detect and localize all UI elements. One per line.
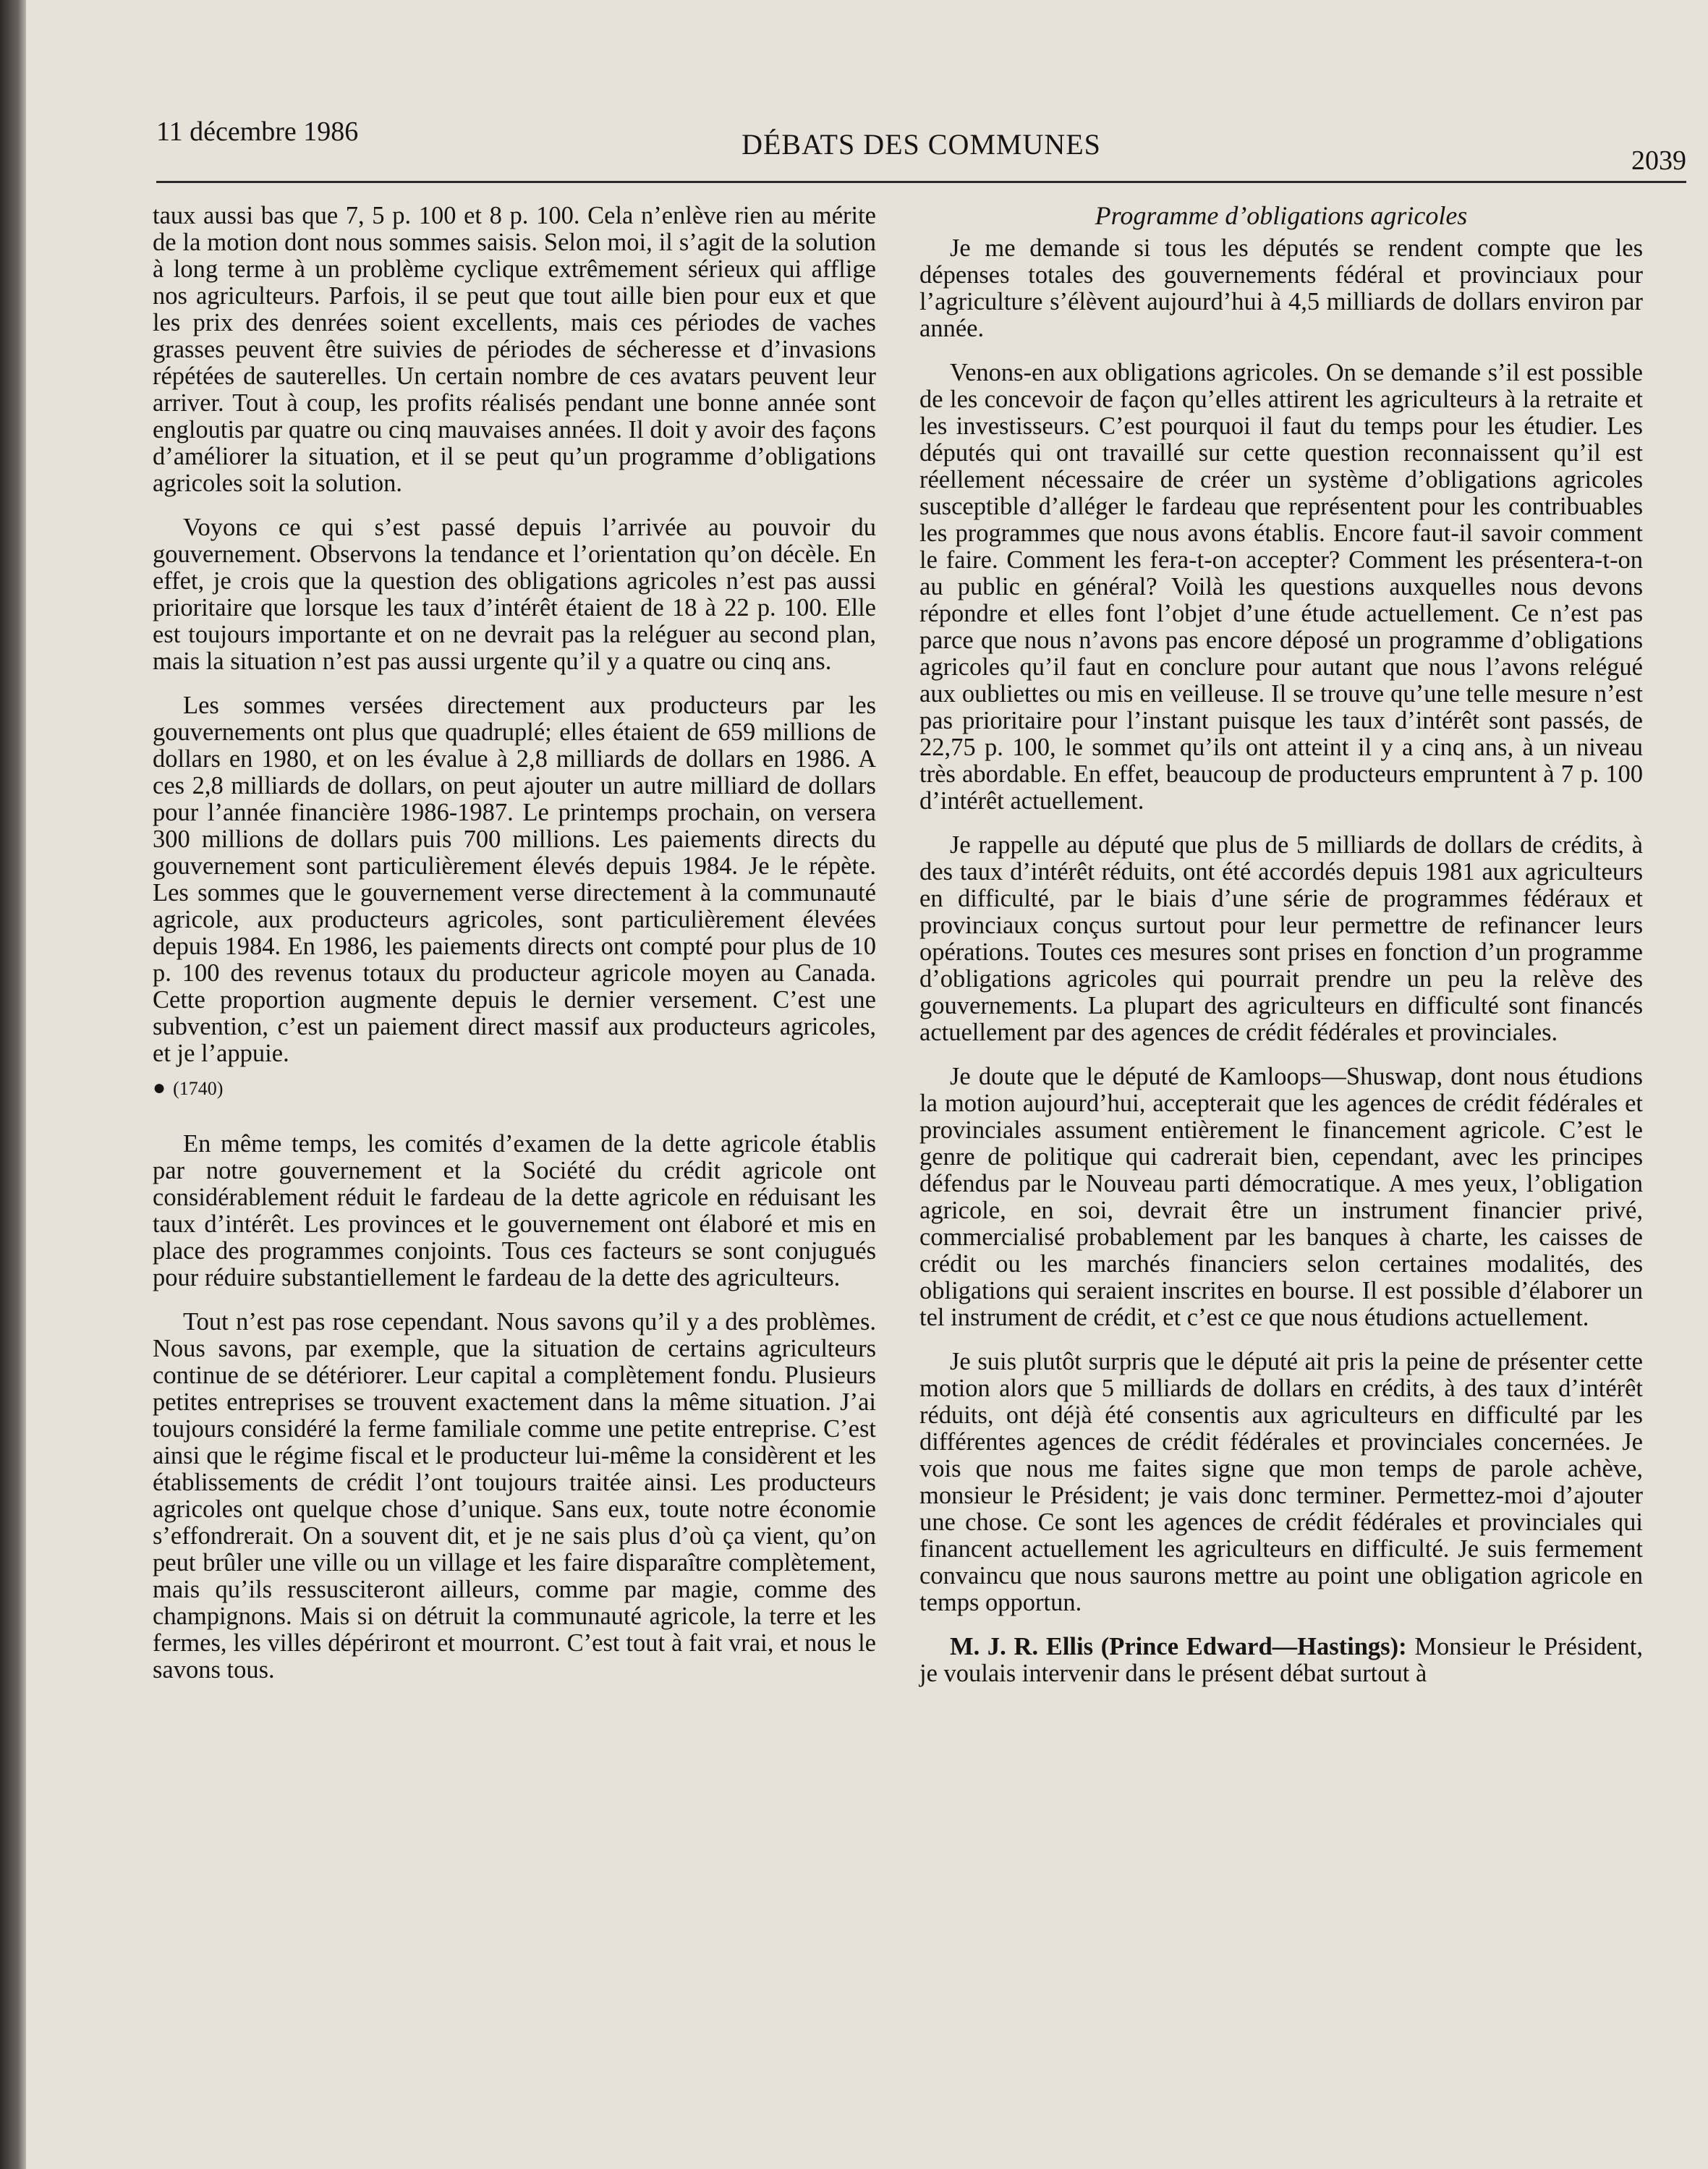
section-title: Programme d’obligations agricoles	[1095, 201, 1468, 230]
body-paragraph: Je doute que le député de Kamloops—Shuswap, dont nous étudions la motion aujourd’hui, accepterait que les agences de crédit fédérales et provinciales assument entièrement le financement agricole. C’est le genre de politique qui cadrerait bien, cependant, avec les principes défendus par le Nouveau parti démocratique. A mes yeux, l’obligation agricole, en soi, devrait être un instrument financier privé, commercialisé probablement par les banques à charte, les caisses de crédit ou les marchés financiers selon certaines modalités, des obligations qui seraient inscrites en bourse. Il est possible d’élaborer un tel instrument de crédit, et c’est ce que nous étudions actuellement.	[919, 1063, 1643, 1331]
time-marker	[153, 1074, 876, 1102]
left-column	[153, 203, 876, 1701]
body-paragraph: Venons-en aux obligations agricoles. On se demande s’il est possible de les concevoir de façon qu’elles attirent les agriculteurs à la retraite et les investisseurs. C’est pourquoi il faut du temps pour les étudier. Les députés qui ont travaillé sur cette question reconnaissent qu’il est réellement nécessaire de créer un système d’obligations agricoles susceptible d’alléger le fardeau que représentent pour les contribuables les programmes que nous avons établis. Encore faut-il savoir comment le faire. Comment les fera-t-on accepter? Comment les présentera-t-on au public en général? Voilà les questions auxquelles nous devons répondre et elles font l’objet d’une étude actuellement. Ce n’est pas parce que nous n’avons pas encore déposé un programme d’obligations agricoles qu’il faut en conclure pour autant que nous l’avons relégué aux oubliettes ou mis en veilleuse. Il se trouve qu’une telle mesure n’est pas prioritaire pour l’instant puisque les taux d’intérêt sont passés, de 22,75 p. 100, le sommet qu’ils ont atteint il y a cinq ans, à un niveau très abordable. En effet, beaucoup de producteurs empruntent à 7 p. 100 d’intérêt actuellement.	[919, 359, 1643, 815]
speaker-name: M. J. R. Ellis (Prince Edward—Hastings):	[950, 1633, 1407, 1660]
body-paragraph: Les sommes versées directement aux producteurs par les gouvernements ont plus que quadruplé; elles étaient de 659 millions de dollars en 1980, et on les évalue à 2,8 milliards de dollars en 1986. A ces 2,8 milliards de dollars, on peut ajouter un autre milliard de dollars pour l’année financière 1986-1987. Le printemps prochain, on versera 300 millions de dollars puis 700 millions. Les paiements directs du gouvernement sont particulièrement élevés depuis 1984. Je le répète. Les sommes que le gouvernement verse directement à la communauté agricole, aux producteurs agricoles, sont particulièrement élevées depuis 1984. En 1986, les paiements directs ont compté pour plus de 10 p. 100 des revenus totaux du producteur agricole moyen au Canada. Cette proportion augmente depuis le dernier versement. C’est une subvention, c’est un paiement direct massif aux producteurs agricoles, et je l’appuie.	[153, 692, 876, 1067]
body-paragraph: Je rappelle au député que plus de 5 milliards de dollars de crédits, à des taux d’intérêt réduits, ont été accordés depuis 1981 aux agriculteurs en difficulté, par le biais d’une série de programmes fédéraux et provinciaux conçus surtout pour leur permettre de refinancer leurs opérations. Toutes ces mesures sont prises en fonction d’un programme d’obligations agricoles qui pourrait prendre un peu la relève des gouvernements. La plupart des agriculteurs en difficulté sont financés actuellement par des agences de crédit fédérales et provinciales.	[919, 831, 1643, 1046]
body-paragraph: Je suis plutôt surpris que le député ait pris la peine de présenter cette motion alors que 5 milliards de dollars en crédits, à des taux d’intérêt réduits, ont déjà été consentis aux agriculteurs en difficulté par les différentes agences de crédit fédérales et provinciales concernées. Je vois que nous me faites signe que mon temps de parole achève, monsieur le Président; je vais donc terminer. Permettez-moi d’ajouter une chose. Ce sont les agences de crédit fédérales et provinciales qui financent actuellement les agriculteurs en difficulté. Je suis fermement convaincu que nous saurons mettre au point une obligation agricole en temps opportun.	[919, 1348, 1643, 1616]
header-page-number: 2039	[1631, 145, 1686, 176]
body-paragraph: taux aussi bas que 7, 5 p. 100 et 8 p. 100. Cela n’enlève rien au mérite de la motion dont nous sommes saisis. Selon moi, il s’agit de la solution à long terme à un problème cyclique extrêmement sérieux qui afflige nos agriculteurs. Parfois, il se peut que tout aille bien pour eux et que les prix des denrées soient excellents, mais ces périodes de vaches grasses peuvent être suivies de périodes de sécheresse et d’invasions répétées de sauterelles. Un certain nombre de ces avatars peuvent leur arriver. Tout à coup, les profits réalisés pendant une bonne année sont engloutis par quatre ou cinq mauvaises années. Il doit y avoir des façons d’améliorer la situation, et il se peut qu’un programme d’obligations agricoles soit la solution.	[153, 202, 876, 497]
time-marker-text: (1740)	[173, 1078, 224, 1099]
speaker-paragraph	[919, 1634, 1643, 1687]
speaker-text: Monsieur le Président, je voulais intervenir dans le présent débat surtout à	[919, 1633, 1643, 1687]
page-header	[156, 116, 1686, 183]
body-paragraph: Voyons ce qui s’est passé depuis l’arrivée au pouvoir du gouvernement. Observons la tendance et l’orientation qu’on décèle. En effet, je crois que la question des obligations agricoles n’est pas aussi prioritaire que lorsque les taux d’intérêt étaient de 18 à 22 p. 100. Elle est toujours importante et on ne devrait pas la reléguer au second plan, mais la situation n’est pas aussi urgente qu’il y a quatre ou cinq ans.	[153, 514, 876, 675]
bullet-icon: ●	[153, 1076, 166, 1100]
right-column	[919, 203, 1643, 1705]
body-paragraph: Tout n’est pas rose cependant. Nous savons qu’il y a des problèmes. Nous savons, par exemple, que la situation de certains agriculteurs continue de se détériorer. Leur capital a complètement fondu. Plusieurs petites entreprises se trouvent exactement dans la même situation. J’ai toujours considéré la ferme familiale comme une petite entreprise. C’est ainsi que le régime fiscal et le producteur lui-même la considèrent et les établissements de crédit l’ont toujours traitée ainsi. Les producteurs agricoles ont quelque chose d’unique. Sans eux, toute notre économie s’effondrerait. On a souvent dit, et je ne sais plus d’où ça vient, qu’on peut brûler une ville ou un village et les faire disparaître complètement, mais qu’ils ressusciteront ailleurs, comme par magie, comme des champignons. Mais si on détruit la communauté agricole, la terre et les fermes, les villes dépériront et mourront. C’est tout à fait vrai, et nous le savons tous.	[153, 1308, 876, 1684]
header-date: 11 décembre 1986	[156, 116, 359, 147]
body-paragraph: Je me demande si tous les députés se rendent compte que les dépenses totales des gouvernements fédéral et provinciaux pour l’agriculture s’élèvent aujourd’hui à 4,5 milliards de dollars environ par année.	[919, 234, 1643, 342]
book-spine-shadow	[0, 0, 26, 2169]
document-page	[26, 0, 1708, 2169]
body-paragraph: En même temps, les comités d’examen de la dette agricole établis par notre gouvernement et la Société du crédit agricole ont considérablement réduit le fardeau de la dette agricole en réduisant les taux d’intérêt. Les provinces et le gouvernement ont élaboré et mis en place des programmes conjoints. Tous ces facteurs se sont conjugués pour réduire substantiellement le fardeau de la dette des agriculteurs.	[153, 1130, 876, 1291]
header-title: DÉBATS DES COMMUNES	[742, 128, 1101, 161]
